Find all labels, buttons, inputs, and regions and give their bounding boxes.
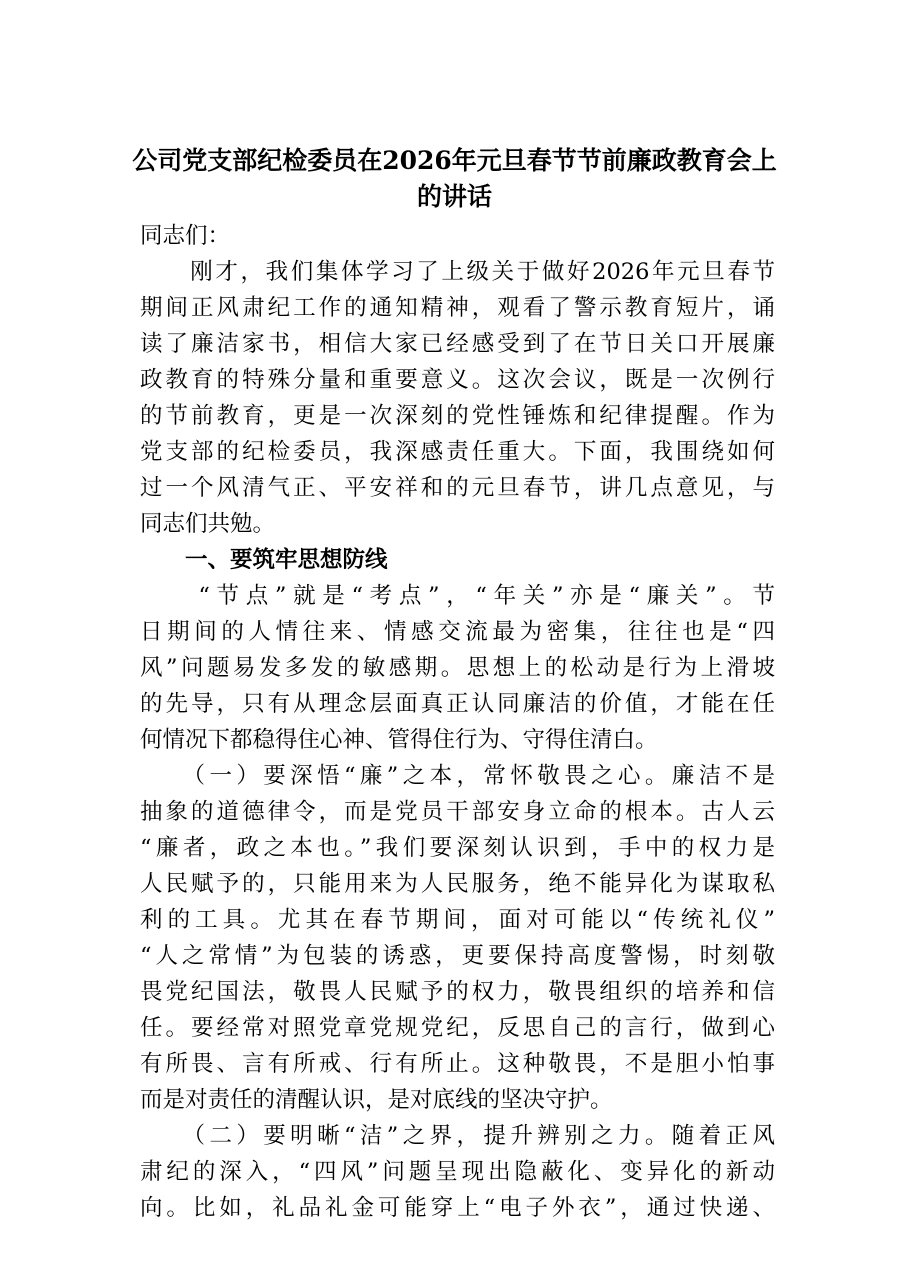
body-line: 政教育的特殊分量和重要意义。这次会议，既是一次例行: [140, 367, 775, 393]
body-line: 读了廉洁家书，相信大家已经感受到了在节日关口开展廉: [140, 331, 775, 357]
body-line: 的节前教育，更是一次深刻的党性锤炼和纪律提醒。作为: [140, 403, 775, 429]
body-line: “廉者，政之本也。”我们要深刻认识到，手中的权力是: [140, 835, 775, 861]
body-line: （一）要深悟“廉”之本，常怀敬畏之心。廉洁不是: [140, 763, 775, 789]
body-line: （二）要明晰“洁”之界，提升辨别之力。随着正风: [140, 1123, 775, 1149]
body-line: 何情况下都稳得住心神、管得住行为、守得住清白。: [140, 727, 658, 753]
body-line: 而是对责任的清醒认识，是对底线的坚决守护。: [140, 1087, 613, 1113]
document-title-line-2: 的讲话: [416, 182, 492, 211]
body-line: 刚才，我们集体学习了上级关于做好2026年元旦春节: [140, 259, 775, 285]
body-line: 利的工具。尤其在春节期间，面对可能以“传统礼仪”: [140, 907, 775, 933]
body-line: 肃纪的深入，“四风”问题呈现出隐蔽化、变异化的新动: [140, 1159, 775, 1185]
section-heading: 一、要筑牢思想防线: [140, 547, 388, 573]
body-line: 抽象的道德律令，而是党员干部安身立命的根本。古人云: [140, 799, 775, 825]
body-line: 任。要经常对照党章党规党纪，反思自己的言行，做到心: [140, 1015, 775, 1041]
body-line: 的先导，只有从理念层面真正认同廉洁的价值，才能在任: [140, 691, 775, 717]
body-line: 期间正风肃纪工作的通知精神，观看了警示教育短片，诵: [140, 295, 775, 321]
body-line: 过一个风清气正、平安祥和的元旦春节，讲几点意见，与: [140, 475, 775, 501]
body-line: 风”问题易发多发的敏感期。思想上的松动是行为上滑坡: [140, 655, 775, 681]
document-title-line-1: 公司党支部纪检委员在2026年元旦春节节前廉政教育会上: [132, 146, 777, 175]
body-line: 人民赋予的，只能用来为人民服务，绝不能异化为谋取私: [140, 871, 775, 897]
body-line: 有所畏、言有所戒、行有所止。这种敬畏，不是胆小怕事: [140, 1051, 775, 1077]
body-line: “节点”就是“考点”，“年关”亦是“廉关”。节: [140, 583, 775, 609]
salutation: 同志们：: [140, 223, 231, 249]
body-line: “人之常情”为包装的诱惑，更要保持高度警惕，时刻敬: [140, 943, 775, 969]
body-line: 同志们共勉。: [140, 511, 276, 537]
body-line: 向。比如，礼品礼金可能穿上“电子外衣”，通过快递、: [140, 1195, 775, 1221]
body-line: 党支部的纪检委员，我深感责任重大。下面，我围绕如何: [140, 439, 775, 465]
body-line: 畏党纪国法，敬畏人民赋予的权力，敬畏组织的培养和信: [140, 979, 775, 1005]
body-line: 日期间的人情往来、情感交流最为密集，往往也是“四: [140, 619, 775, 645]
